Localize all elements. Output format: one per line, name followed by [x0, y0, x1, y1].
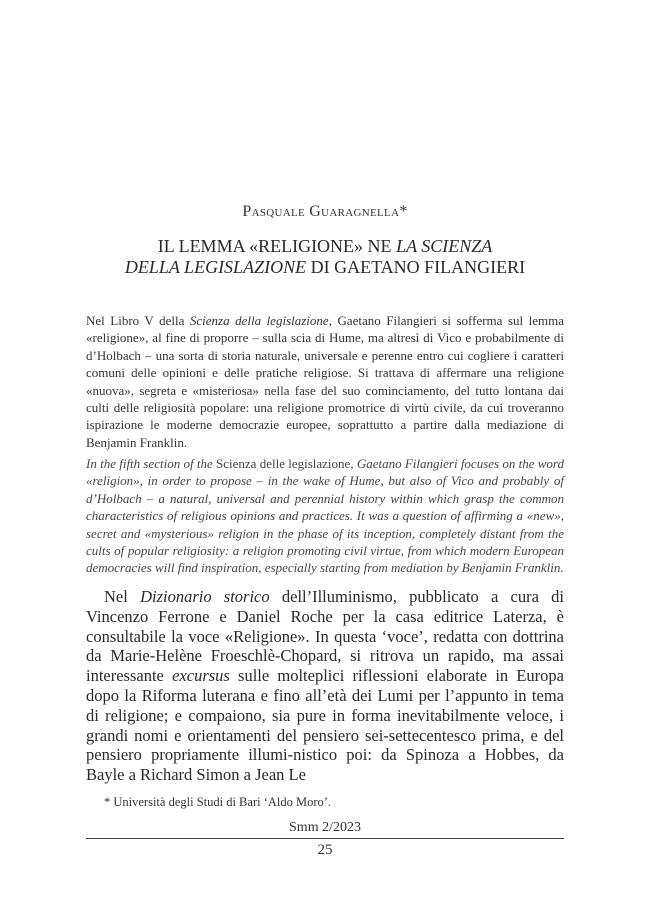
page-number: 25: [317, 842, 333, 858]
author-name: Pasquale Guaragnella*: [242, 203, 408, 220]
title-line-2-text: DI GAETANO FILANGIERI: [306, 257, 526, 277]
title-line-2-italic: DELLA LEGISLAZIONE: [124, 257, 307, 277]
abstract-en-part-1: In the fifth section of the: [86, 456, 217, 471]
abstract-it-part-1: Nel Libro V della: [86, 313, 190, 328]
abstract-it-part-3: , Gaetano Filangieri si sofferma sul lemma «religione», al fine di proporre – sulla scia di Hume, ma altresì di Vico e probabilmente di d’Holbach – una sorta di storia naturale, universale e perenne entro cui cogliere i caratteri comuni delle opinioni e delle pratiche religiose. Si trattava di affermare una religione «nuova», segreta e «misteriosa» nella fase del suo cominciamento, del tutto lontana dai culti delle religiosità popolare: una religione promotrice di virtù civile, da cui troveranno ispirazione le moderne democrazie europee, soprattutto a partire dalla mediazione di Benjamin Franklin.: [86, 313, 564, 450]
body-italic-dizionario: Dizionario storico: [140, 587, 270, 606]
abstract-english: [86, 455, 564, 577]
abstract-italian: [86, 312, 564, 451]
title-line-1-italic: LA SCIENZA: [396, 236, 493, 256]
abstract-it-work-title: Scienza della legislazione: [189, 313, 329, 328]
abstract-en-part-3: , Gaetano Filangieri focuses on the word «religion», in order to propose – in the wake of Hume, but also of Vico and probably of d’Holbach – a natural, universal and perennial history within which grasp the common characteristics of religious opinions and practices. It was a question of affirming a «new», secret and «mysterious» religion in the phase of its inception, completely distant from the cults of popular religiosity: a religion promoting civil virtue, from which modern European democracies will find inspiration, especially starting from mediation by Benjamin Franklin.: [86, 456, 564, 576]
title-line-1: [0, 236, 650, 257]
title-line-2: [0, 257, 650, 278]
body-italic-excursus: excursus: [172, 666, 230, 686]
journal-issue: Smm 2/2023: [289, 820, 361, 835]
title-line-1-text: IL LEMMA «RELIGIONE» NE: [157, 236, 397, 256]
footer-rule: [86, 838, 564, 839]
body-part-5: sulle molteplici riflessioni elaborate in Europa dopo la Riforma luterana e fino all’età dei Lumi per l’appunto in tema di religione; e compaiono, sia pure in forma inevitabilmente veloce, i grandi nomi e orientamenti del pensiero sei-settecentesco prima, e del pensiero propriamente illumi-nistico poi: da Spinoza a Hobbes, da Bayle a Richard Simon a Jean Le: [86, 666, 565, 785]
body-paragraph: [86, 587, 564, 785]
abstract-en-work-title: Scienza delle legislazione: [216, 456, 351, 471]
footnote: * Università degli Studi di Bari ‘Aldo Moro’.: [104, 795, 332, 809]
body-part-1: Nel: [104, 587, 141, 606]
body-part-3: dell’Illuminismo, pubblicato a cura di Vincenzo Ferrone e Daniel Roche per la casa editrice Laterza, è consultabile la voce «Religione». In questa ‘voce’, redatta con dottrina da Marie-Helène Froeschlè-Chopard, si ritrova un rapido, ma assai interessante: [86, 587, 564, 686]
article-title: [0, 236, 650, 278]
